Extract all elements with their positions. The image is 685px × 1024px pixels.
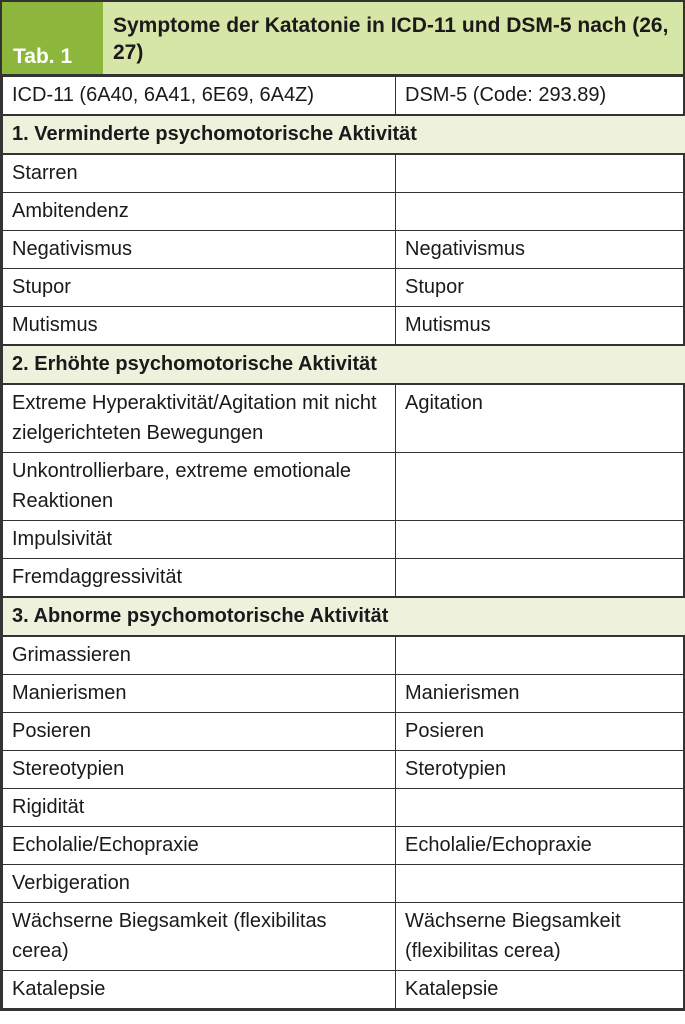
section-heading-row [3,597,685,636]
dsm5-symptom-cell [396,865,685,903]
icd11-symptom-cell: Posieren [3,713,396,751]
dsm5-symptom-cell: Manierismen [396,675,685,713]
section-heading: 1. Verminderte psychomotorische Aktivität [3,115,685,154]
icd11-symptom-cell: Stupor [3,269,396,307]
table-row [3,713,685,751]
table-row [3,269,685,307]
icd11-symptom-cell: Katalepsie [3,971,396,1009]
table-row [3,827,685,865]
dsm5-symptom-cell [396,521,685,559]
dsm5-symptom-cell: Wächserne Biegsamkeit (flexibilitas cerea) [396,903,685,971]
icd11-symptom-cell: Echolalie/Echopraxie [3,827,396,865]
dsm5-symptom-cell [396,453,685,521]
dsm5-symptom-cell: Negativismus [396,231,685,269]
table-row [3,675,685,713]
dsm5-symptom-cell [396,789,685,827]
column-header-dsm5: DSM-5 (Code: 293.89) [396,77,685,116]
icd11-symptom-cell: Grimassieren [3,636,396,675]
dsm5-symptom-cell: Katalepsie [396,971,685,1009]
column-header-icd11: ICD-11 (6A40, 6A41, 6E69, 6A4Z) [3,77,396,116]
table-row [3,971,685,1009]
table-row [3,559,685,598]
table-row [3,521,685,559]
icd11-symptom-cell: Starren [3,154,396,193]
icd11-symptom-cell: Extreme Hyperaktivität/Agitation mit nicht zielgerichteten Bewegungen [3,384,396,453]
dsm5-symptom-cell [396,193,685,231]
table-row [3,154,685,193]
section-heading-row [3,115,685,154]
table-number-label: Tab. 1 [2,2,103,74]
section-heading-row [3,345,685,384]
table-title-bar [0,0,685,76]
section-heading: 3. Abnorme psychomotorische Aktivität [3,597,685,636]
dsm5-symptom-cell: Sterotypien [396,751,685,789]
icd11-symptom-cell: Impulsivität [3,521,396,559]
table-row [3,903,685,971]
table-row [3,636,685,675]
icd11-symptom-cell: Wächserne Biegsamkeit (flexibilitas cerea) [3,903,396,971]
dsm5-symptom-cell: Stupor [396,269,685,307]
dsm5-symptom-cell: Posieren [396,713,685,751]
icd11-symptom-cell: Rigidität [3,789,396,827]
dsm5-symptom-cell [396,559,685,598]
table-row [3,231,685,269]
icd11-symptom-cell: Manierismen [3,675,396,713]
dsm5-symptom-cell: Agitation [396,384,685,453]
dsm5-symptom-cell [396,636,685,675]
table-row [3,307,685,346]
icd11-symptom-cell: Verbigeration [3,865,396,903]
table-row [3,789,685,827]
dsm5-symptom-cell: Echolalie/Echopraxie [396,827,685,865]
icd11-symptom-cell: Fremdaggressivität [3,559,396,598]
table-row [3,751,685,789]
icd11-symptom-cell: Stereotypien [3,751,396,789]
table-row [3,384,685,453]
table-grid [2,76,685,1009]
icd11-symptom-cell: Mutismus [3,307,396,346]
table-row [3,865,685,903]
dsm5-symptom-cell: Mutismus [396,307,685,346]
icd11-symptom-cell: Ambitendenz [3,193,396,231]
icd11-symptom-cell: Unkontrollierbare, extreme emotionale Reaktionen [3,453,396,521]
table-row [3,193,685,231]
column-header-row [3,77,685,116]
table-row [3,453,685,521]
section-heading: 2. Erhöhte psychomotorische Aktivität [3,345,685,384]
table-title: Symptome der Katatonie in ICD-11 und DSM-5 nach (26, 27) [103,2,683,74]
table-body-frame [0,76,685,1011]
icd11-symptom-cell: Negativismus [3,231,396,269]
dsm5-symptom-cell [396,154,685,193]
